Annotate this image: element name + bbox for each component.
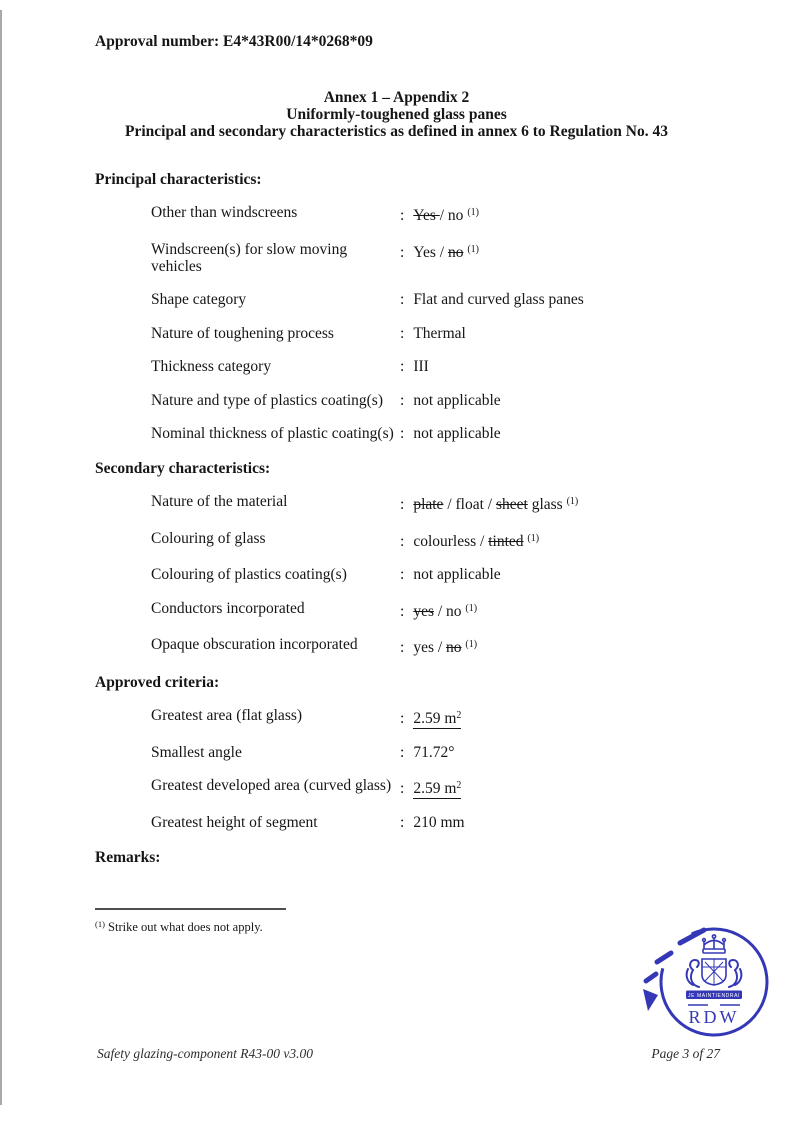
row-value [400,600,793,620]
value-text: glass [527,496,567,513]
lion-left-icon [687,960,699,987]
approval-number-line [95,33,793,50]
shield-icon [702,959,726,985]
underlined-value [413,710,461,729]
colon: : [400,391,405,409]
value-text: Flat and curved glass panes [413,291,584,308]
row-value [400,566,793,583]
crown-icon [703,935,726,953]
colon: : [400,710,405,727]
row-label: Other than windscreens [151,204,298,221]
row-label: Colouring of glass [151,529,266,547]
footnote-ref: (1) [467,207,479,218]
section-heading-principal-characteristics: Principal characteristics: [95,171,262,188]
row-nature-of-toughening-process [151,325,793,342]
value-text: / no [433,602,466,620]
row-nominal-thickness-of-plastic-coating-s [151,425,793,442]
value-text: yes / [413,639,447,656]
footnote-ref: 2 [456,780,462,791]
stamp-motto: JE MAINTIENDRAI [687,992,741,999]
row-value [400,636,793,656]
value-text: / float / [443,496,496,513]
row-nature-and-type-of-plastics-coating-s [151,392,793,409]
row-label: Conductors incorporated [151,599,305,617]
row-conductors-incorporated [151,600,793,620]
value-text: colourless / [413,532,489,550]
colon: : [400,324,405,342]
row-greatest-developed-area-curved-glass [151,777,793,797]
struck-option: yes [413,602,434,620]
title-annex: Annex 1 – Appendix 2 [323,89,470,106]
row-greatest-area-flat-glass [151,707,793,727]
row-label: Nature of the material [151,493,288,510]
footnote-ref: (1) [527,532,540,544]
row-label: Smallest angle [151,743,242,761]
colon: : [400,425,405,442]
stamp-wedge [643,989,658,1011]
title-subject: Uniformly-toughened glass panes [286,106,507,123]
rdw-stamp-graphic [642,919,780,1041]
footnote-divider [95,908,286,910]
row-greatest-height-of-segment [151,814,793,831]
approval-number-label: Approval number: [95,33,220,50]
struck-option: Yes [413,207,440,224]
value-text: / no [439,207,468,224]
colon: : [400,207,405,224]
row-label: Greatest area (flat glass) [151,707,303,724]
row-value [400,814,793,831]
row-label: Thickness category [151,358,272,375]
title-description: Principal and secondary characteristics as defined in annex 6 to Regulation No. 43 [125,123,668,140]
lion-right-icon [729,960,741,987]
row-label: Nature and type of plastics coating(s) [151,391,383,409]
row-value [400,325,793,342]
footnote-ref: 2 [456,710,462,721]
row-colouring-of-glass [151,530,793,550]
rdw-stamp [642,919,780,1041]
row-label: Greatest height of segment [151,813,318,831]
value-text: 210 mm [413,813,465,831]
row-value [400,744,793,761]
row-colouring-of-plastics-coating-s [151,566,793,583]
section-heading-remarks: Remarks: [95,848,161,866]
row-nature-of-the-material [151,493,793,513]
value-text: III [413,358,429,375]
underlined-value [413,780,461,799]
colon: : [400,639,405,656]
row-value [400,493,793,513]
struck-option: tinted [488,532,524,550]
page-edge-line [0,10,2,1105]
row-value [400,358,793,375]
row-label: Shape category [151,291,247,308]
row-label: Windscreen(s) for slow moving vehicles [151,240,348,275]
row-label: Colouring of plastics coating(s) [151,566,347,583]
value-text: Yes / [413,243,448,261]
footnote-ref: (1) [467,243,479,255]
title-block [0,89,793,140]
value-text: Thermal [413,324,466,342]
section-heading-approved-criteria: Approved criteria: [95,674,220,691]
colon: : [400,780,405,797]
footnote-marker: (1) [95,918,105,929]
row-value [400,204,793,224]
value-text: not applicable [413,391,501,409]
colon: : [400,566,405,583]
section-heading-secondary-characteristics: Secondary characteristics: [95,460,271,477]
colon: : [400,813,405,831]
struck-option: no [447,243,464,261]
footnote-ref: (1) [566,496,579,507]
page-footer [97,1046,720,1062]
value-text: 2.59 m [413,780,457,797]
row-windscreen-s-for-slow-moving-vehicles [151,241,793,275]
row-label: Nature of toughening process [151,324,334,342]
row-value [400,392,793,409]
value-text: not applicable [413,425,501,442]
struck-option: plate [413,496,444,513]
row-label: Greatest developed area (curved glass) [151,777,392,794]
stamp-org: RDW [688,1007,740,1027]
colon: : [400,496,405,513]
row-label: Nominal thickness of plastic coating(s) [151,425,394,442]
colon: : [400,532,405,550]
struck-option: no [446,639,462,656]
row-value [400,241,793,275]
value-text: 2.59 m [413,710,457,727]
row-value [400,777,793,797]
colon: : [400,602,405,620]
row-thickness-category [151,358,793,375]
colon: : [400,358,405,375]
footnote-ref: (1) [465,639,478,650]
colon: : [400,743,405,761]
row-label: Opaque obscuration incorporated [151,636,358,653]
row-value [400,707,793,727]
row-opaque-obscuration-incorporated [151,636,793,656]
row-other-than-windscreens [151,204,793,224]
value-text: 71.72° [413,743,455,761]
row-shape-category [151,291,793,308]
row-value [400,425,793,442]
struck-option: sheet [495,496,528,513]
characteristics-sections [0,171,793,866]
row-smallest-angle [151,744,793,761]
footnote-text: Strike out what does not apply. [108,919,263,934]
colon: : [400,243,405,261]
footer-document-id: Safety glazing-component R43-00 v3.00 [97,1046,313,1061]
value-text: not applicable [413,566,501,583]
row-value [400,530,793,550]
footnote-ref: (1) [465,602,478,614]
approval-number-value: E4*43R00/14*0268*09 [223,33,373,50]
row-value [400,291,793,308]
colon: : [400,291,405,308]
footer-page-number: Page 3 of 27 [651,1046,720,1061]
stamp-pen-strokes [646,930,704,981]
